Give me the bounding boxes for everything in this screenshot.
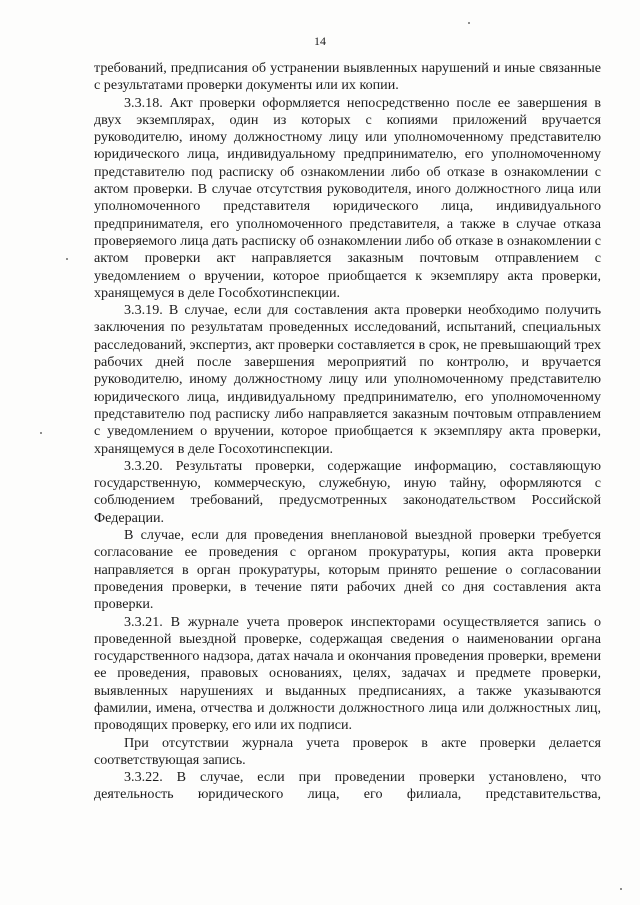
paragraph-no-journal: При отсутствии журнала учета проверок в акте проверки делается соответствующая запись.: [94, 734, 601, 768]
paragraph-3-3-22: 3.3.22. В случае, если при проведении проверки установлено, что деятельность юридического лица, его филиала, представительства,: [94, 769, 601, 803]
paragraph-3-3-20: 3.3.20. Результаты проверки, содержащие информацию, составляющую государственную, коммерческую, служебную, иную тайну, оформляются с соблюдением требований, предусмотренных законодательством Российской Федерации.: [94, 457, 601, 526]
scan-speck: [40, 432, 42, 434]
page-number: 14: [314, 34, 326, 48]
scan-speck: [468, 22, 470, 24]
paragraph-unscheduled-inspection: В случае, если для проведения внеплановой выездной проверки требуется согласование ее проведения с органом прокуратуры, копия акта проверки направляется в орган прокуратуры, которым принято решение о согласовании проведения проверки, в течение пяти рабочих дней со дня составления акта проверки.: [94, 527, 601, 613]
scan-speck: [620, 888, 622, 890]
paragraph-continuation: требований, предписания об устранении выявленных нарушений и иные связанные с результатами проверки документы или их копии.: [94, 60, 601, 94]
scan-speck: [66, 258, 68, 260]
body-text: [94, 60, 601, 804]
paragraph-3-3-18: 3.3.18. Акт проверки оформляется непосредственно после ее завершения в двух экземплярах, один из которых с копиями приложений вручается руководителю, иному должностному лицу или уполномоченному представителю юридического лица, индивидуальному предпринимателю, его уполномоченному представителю под расписку об ознакомлении либо об отказе в ознакомлении с актом проверки. В случае отсутствия руководителя, иного должностного лица или уполномоченного представителя юридического лица, индивидуального предпринимателя, его уполномоченного представителя, а также в случае отказа проверяемого лица дать расписку об ознакомлении либо об отказе в ознакомлении с актом проверки акт направляется заказным почтовым отправлением с уведомлением о вручении, которое приобщается к экземпляру акта проверки, хранящемуся в деле Гособхотинспекции.: [94, 94, 601, 301]
paragraph-3-3-21: 3.3.21. В журнале учета проверок инспекторами осуществляется запись о проведенной выездной проверке, содержащая сведения о наименовании органа государственного надзора, датах начала и окончания проведения проверки, времени ее проведения, правовых основаниях, целях, задачах и предмете проверки, выявленных нарушениях и выданных предписаниях, а также указываются фамилии, имена, отчества и должности должностного лица или должностных лиц, проводящих проверку, его или их подписи.: [94, 613, 601, 734]
paragraph-3-3-19: 3.3.19. В случае, если для составления акта проверки необходимо получить заключения по результатам проведенных исследований, испытаний, специальных расследований, экспертиз, акт проверки составляется в срок, не превышающий трех рабочих дней после завершения мероприятий по контролю, и вручается руководителю, иному должностному лицу или уполномоченному представителю юридического лица, индивидуальному предпринимателю, его уполномоченному представителю под расписку либо направляется заказным почтовым отправлением с уведомлением о вручении, которое приобщается к экземпляру акта проверки, хранящемуся в деле Госохотинспекции.: [94, 302, 601, 457]
